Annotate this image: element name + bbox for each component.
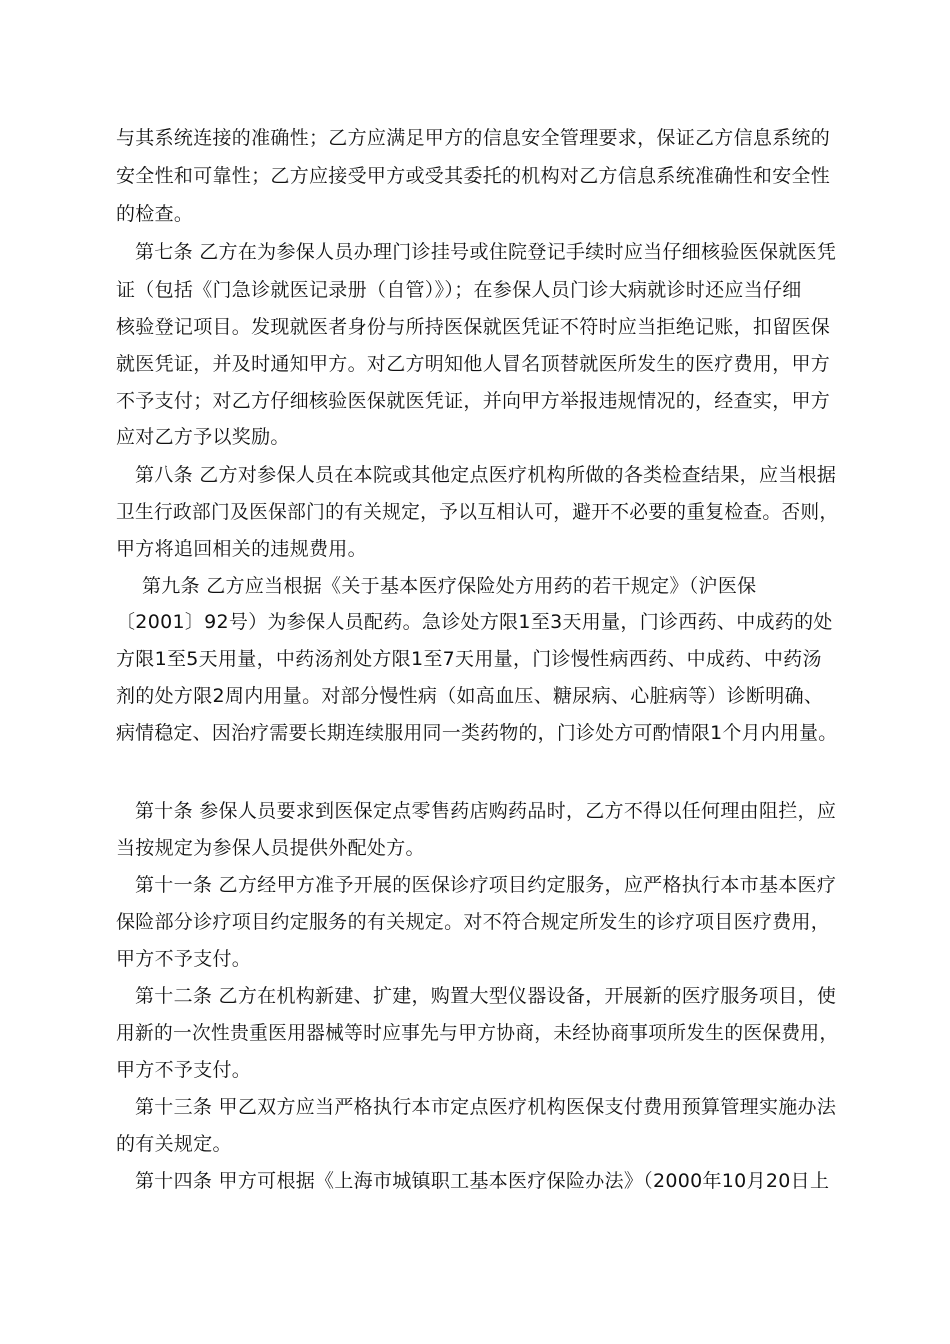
text-line: 剂的处方限2周内用量。对部分慢性病（如高血压、糖尿病、心脏病等）诊断明确、 [116,685,824,707]
text-line: 用新的一次性贵重医用器械等时应事先与甲方协商，未经协商事项所发生的医保费用， [116,1022,839,1044]
text-line: 不予支付；对乙方仔细核验医保就医凭证，并向甲方举报违规情况的，经查实，甲方 [116,390,831,412]
text-line: 的有关规定。 [116,1133,232,1155]
text-line: 证（包括《门急诊就医记录册（自管）》）；在参保人员门诊大病就诊时还应当仔细 [116,279,802,301]
text-line: 甲方不予支付。 [116,1059,252,1081]
text-line: 第十四条 甲方可根据《上海市城镇职工基本医疗保险办法》（2000年10月20日上 [135,1170,830,1192]
text-line: 第八条 乙方对参保人员在本院或其他定点医疗机构所做的各类检查结果，应当根据 [135,464,837,486]
text-line: 安全性和可靠性；乙方应接受甲方或受其委托的机构对乙方信息系统准确性和安全性 [116,165,831,187]
text-line: 的检查。 [116,203,194,225]
text-line: 第九条 乙方应当根据《关于基本医疗保险处方用药的若干规定》（沪医保 [142,575,757,597]
text-line: 核验登记项目。发现就医者身份与所持医保就医凭证不符时应当拒绝记账，扣留医保 [116,316,831,338]
text-line: 第十二条 乙方在机构新建、扩建，购置大型仪器设备，开展新的医疗服务项目，使 [135,985,837,1007]
text-line: 第十条 参保人员要求到医保定点零售药店购药品时，乙方不得以任何理由阻拦，应 [135,800,837,822]
text-line: 第七条 乙方在为参保人员办理门诊挂号或住院登记手续时应当仔细核验医保就医凭 [135,241,837,263]
text-line: 甲方将追回相关的违规费用。 [116,538,367,560]
text-line: 当按规定为参保人员提供外配处方。 [116,837,425,859]
text-line: 病情稳定、因治疗需要长期连续服用同一类药物的，门诊处方可酌情限1个月内用量。 [116,722,838,744]
text-line: 应对乙方予以奖励。 [116,426,290,448]
text-line: 与其系统连接的准确性；乙方应满足甲方的信息安全管理要求，保证乙方信息系统的 [116,127,831,149]
text-line: 甲方不予支付。 [116,948,252,970]
text-line: 方限1至5天用量，中药汤剂处方限1至7天用量，门诊慢性病西药、中成药、中药汤 [116,648,822,670]
text-line: 保险部分诊疗项目约定服务的有关规定。对不符合规定所发生的诊疗项目医疗费用， [116,911,831,933]
text-line: 〔2001〕92号）为参保人员配药。急诊处方限1至3天用量，门诊西药、中成药的处 [116,611,833,633]
text-line: 第十一条 乙方经甲方准予开展的医保诊疗项目约定服务，应严格执行本市基本医疗 [135,874,837,896]
text-line: 第十三条 甲乙双方应当严格执行本市定点医疗机构医保支付费用预算管理实施办法 [135,1096,837,1118]
text-line: 卫生行政部门及医保部门的有关规定，予以互相认可，避开不必要的重复检查。否则， [116,501,839,523]
text-line: 就医凭证，并及时通知甲方。对乙方明知他人冒名顶替就医所发生的医疗费用，甲方 [116,353,831,375]
